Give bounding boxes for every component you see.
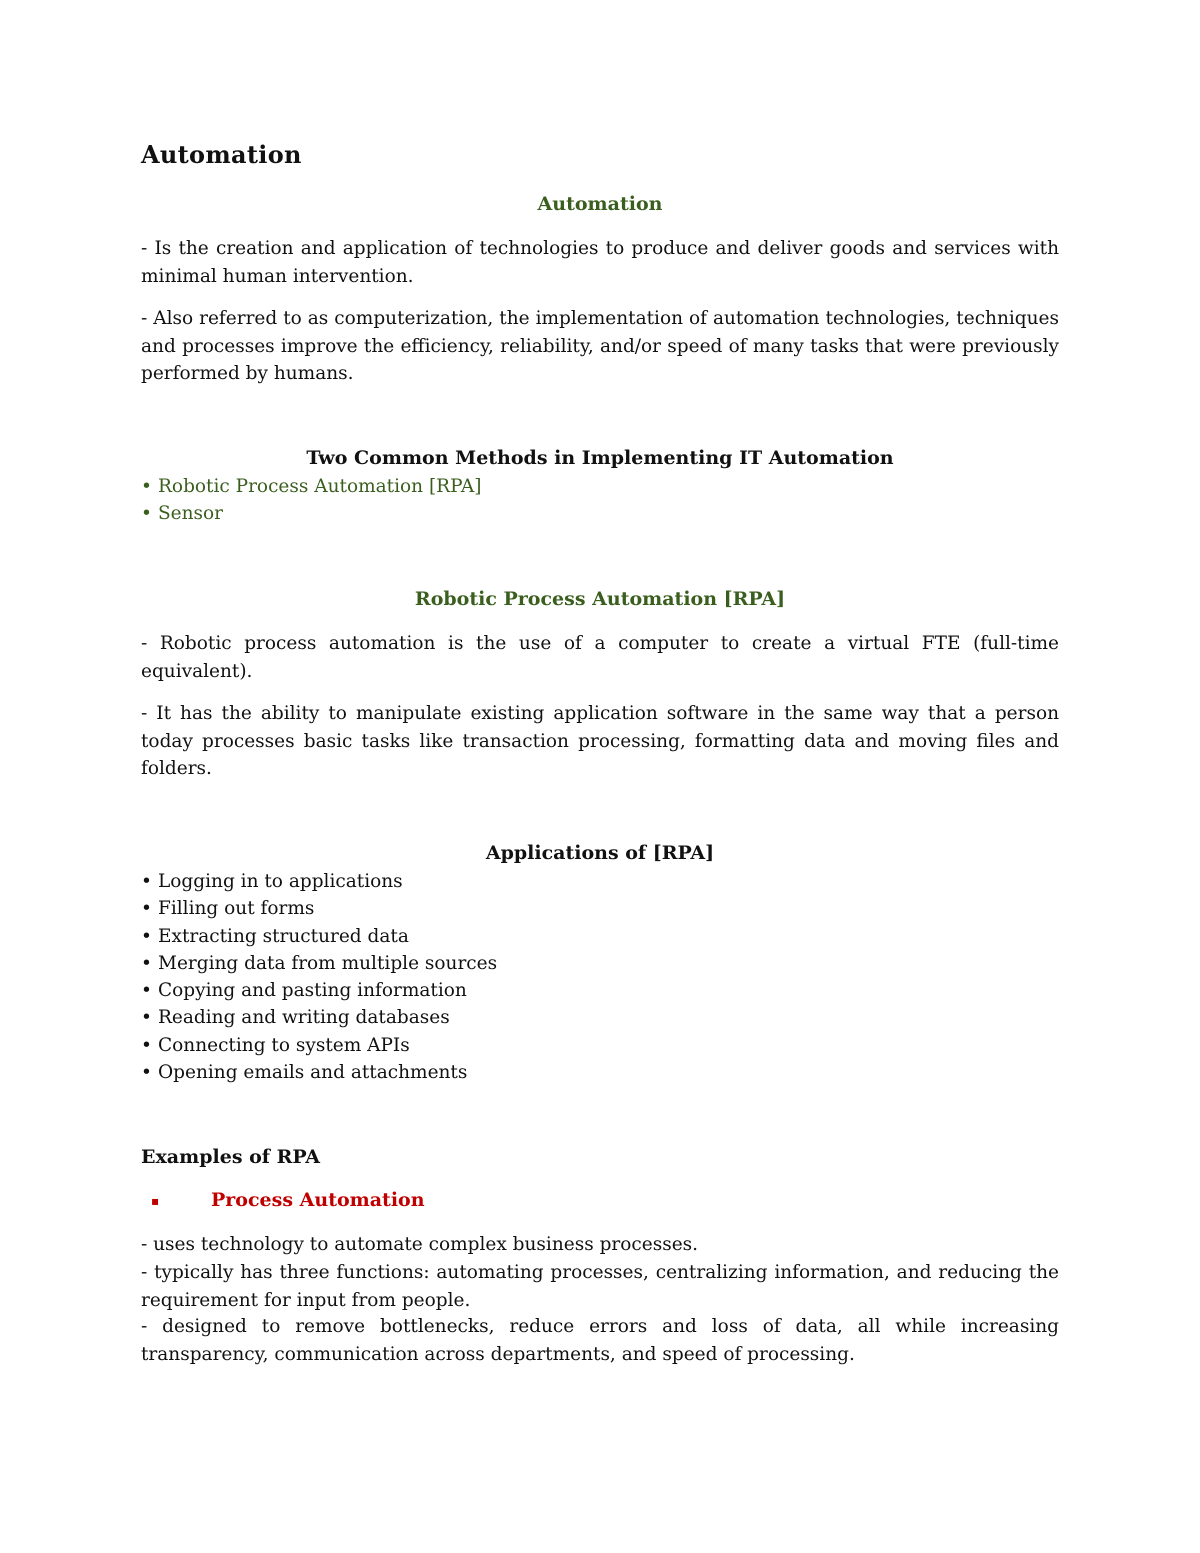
rpa-definition-paragraph: - Robotic process automation is the use of a computer to create a virtual FTE (full-time equivalent). [141, 633, 1059, 682]
list-item: • Logging in to applications [141, 868, 497, 895]
methods-list [141, 473, 481, 528]
bullet-icon: • [141, 1062, 152, 1084]
subheading-process-automation: ▪ Process Automation [141, 1189, 425, 1211]
list-item: • Robotic Process Automation [RPA] [141, 473, 481, 500]
list-item: • Connecting to system APIs [141, 1032, 497, 1059]
bullet-icon: • [141, 898, 152, 920]
bullet-icon: • [141, 1007, 152, 1029]
document-title: Automation [141, 140, 302, 169]
bullet-icon: • [141, 871, 152, 892]
list-item: • Opening emails and attachments [141, 1059, 497, 1086]
section-heading-applications: Applications of [RPA] [485, 842, 715, 864]
section-heading-rpa: Robotic Process Automation [RPA] [414, 588, 786, 610]
bullet-icon: • [141, 980, 152, 1002]
bullet-icon: • [141, 476, 152, 497]
process-automation-line: - uses technology to automate complex business processes. [141, 1234, 699, 1255]
rpa-ability-paragraph: - It has the ability to manipulate existing application software in the same way that a person today processes basic tasks like transaction processing, formatting data and moving files and folders. [141, 703, 1059, 779]
automation-computerization-paragraph: - Also referred to as computerization, the implementation of automation technologies, techniques and processes improve the efficiency, reliability, and/or speed of many tasks that were previously performed by humans. [141, 308, 1059, 384]
list-item: • Merging data from multiple sources [141, 950, 497, 977]
section-heading-examples: Examples of RPA [141, 1146, 321, 1168]
bullet-icon: • [141, 952, 152, 974]
applications-list [141, 868, 497, 1086]
section-heading-methods: Two Common Methods in Implementing IT Automation [306, 447, 894, 469]
list-item: • Sensor [141, 500, 481, 527]
bullet-icon: • [141, 503, 152, 525]
list-item: • Extracting structured data [141, 923, 497, 950]
process-automation-line: - typically has three functions: automating processes, centralizing information, and reducing the requirement for input from people. [141, 1262, 1059, 1311]
list-item: • Reading and writing databases [141, 1004, 497, 1031]
bullet-icon: • [141, 925, 152, 947]
section-heading-automation: Automation [537, 193, 663, 215]
bullet-icon: • [141, 1034, 152, 1056]
list-item: • Copying and pasting information [141, 977, 497, 1004]
list-item: • Filling out forms [141, 895, 497, 922]
square-bullet-icon: ▪ [151, 1194, 160, 1208]
automation-definition-paragraph: - Is the creation and application of technologies to produce and deliver goods and services with minimal human intervention. [141, 238, 1059, 287]
process-automation-line: - designed to remove bottlenecks, reduce errors and loss of data, all while increasing transparency, communication across departments, and speed of processing. [141, 1316, 1059, 1365]
